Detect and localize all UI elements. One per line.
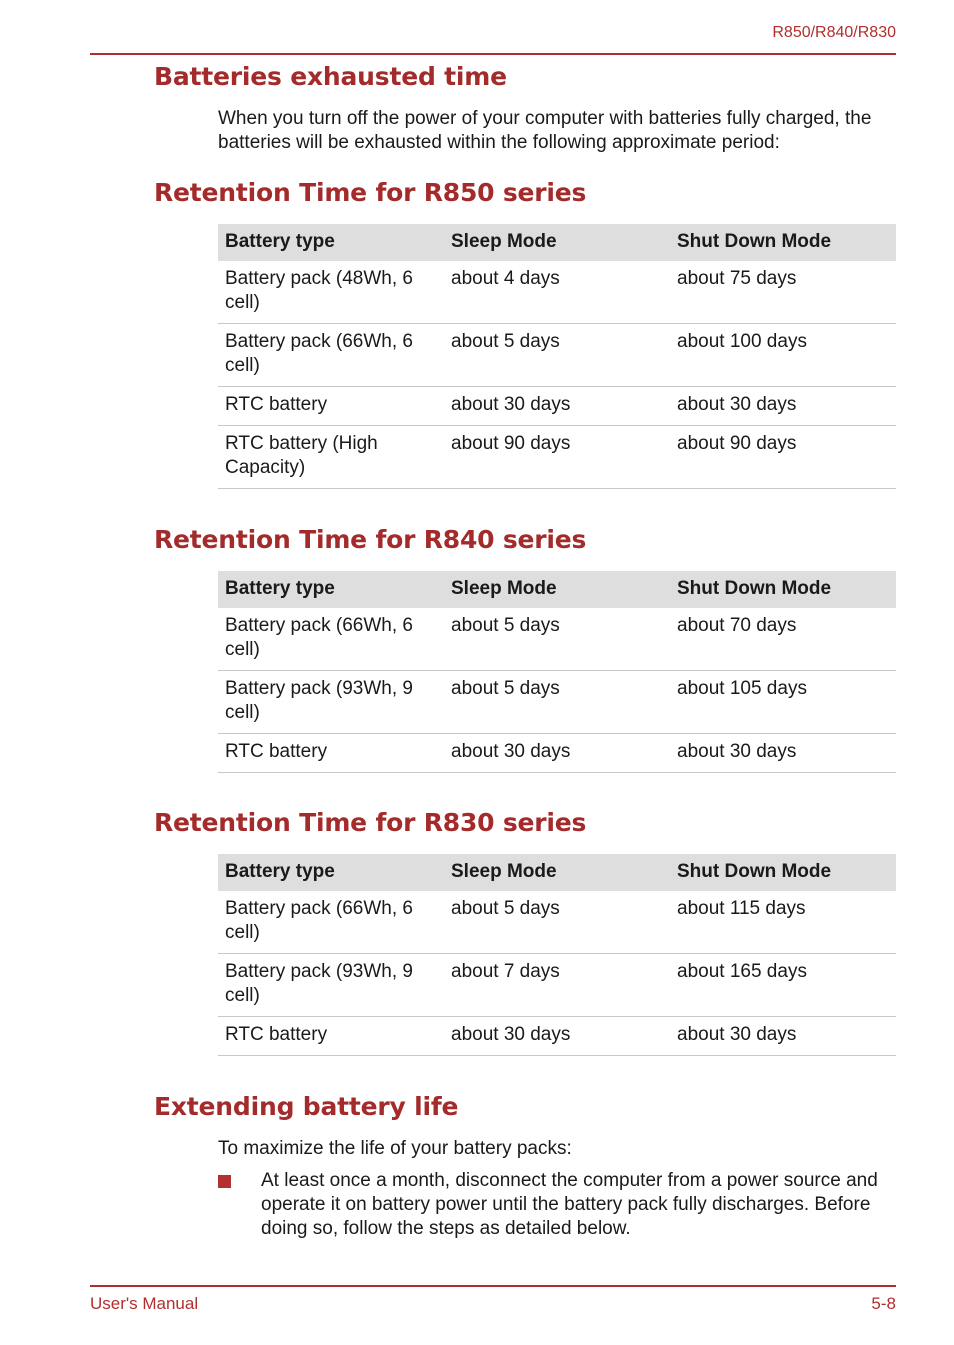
footer-page-number: 5-8 bbox=[871, 1294, 896, 1313]
column-header: Shut Down Mode bbox=[670, 224, 896, 261]
column-header: Battery type bbox=[218, 224, 444, 261]
section-title-r840: Retention Time for R840 series bbox=[154, 525, 587, 554]
table-cell: about 5 days bbox=[444, 891, 670, 954]
section-title-extending-battery-life: Extending battery life bbox=[154, 1092, 459, 1121]
table-row bbox=[218, 1017, 896, 1056]
table-cell: about 30 days bbox=[444, 1017, 670, 1056]
table-header-row bbox=[218, 571, 896, 608]
table-cell: about 30 days bbox=[670, 387, 896, 426]
table-cell: RTC battery (High Capacity) bbox=[218, 426, 444, 489]
section-title-r830: Retention Time for R830 series bbox=[154, 808, 587, 837]
section-text-batteries-exhausted: When you turn off the power of your computer with batteries fully charged, the batteries will be exhausted within the following approximate period: bbox=[218, 108, 872, 153]
header-rule bbox=[90, 53, 896, 55]
table-row bbox=[218, 734, 896, 773]
column-header: Shut Down Mode bbox=[670, 854, 896, 891]
column-header: Sleep Mode bbox=[444, 571, 670, 608]
table-cell: Battery pack (48Wh, 6 cell) bbox=[218, 261, 444, 324]
table-cell: about 70 days bbox=[670, 608, 896, 671]
bullet-text: At least once a month, disconnect the computer from a power source and operate it on battery power until the battery pack fully discharges. Before doing so, follow the steps as detailed below. bbox=[261, 1170, 878, 1239]
running-header-model: R850/R840/R830 bbox=[772, 24, 896, 41]
table-cell: about 100 days bbox=[670, 324, 896, 387]
footer-manual-title: User's Manual bbox=[90, 1294, 199, 1313]
column-header: Battery type bbox=[218, 571, 444, 608]
table-cell: Battery pack (66Wh, 6 cell) bbox=[218, 608, 444, 671]
table-cell: about 4 days bbox=[444, 261, 670, 324]
table-cell: about 5 days bbox=[444, 608, 670, 671]
table-cell: RTC battery bbox=[218, 1017, 444, 1056]
footer-rule bbox=[90, 1285, 896, 1287]
column-header: Shut Down Mode bbox=[670, 571, 896, 608]
table-cell: about 90 days bbox=[444, 426, 670, 489]
table-cell: about 30 days bbox=[444, 734, 670, 773]
section-title-r850: Retention Time for R850 series bbox=[154, 178, 587, 207]
table-cell: Battery pack (93Wh, 9 cell) bbox=[218, 954, 444, 1017]
bullet-square-icon bbox=[218, 1175, 231, 1188]
table-row bbox=[218, 261, 896, 324]
table-cell: about 105 days bbox=[670, 671, 896, 734]
table-r830 bbox=[218, 854, 896, 1056]
section-title-batteries-exhausted: Batteries exhausted time bbox=[154, 62, 507, 91]
table-row bbox=[218, 954, 896, 1017]
table-r850 bbox=[218, 224, 896, 489]
table-cell: about 90 days bbox=[670, 426, 896, 489]
table-header-row bbox=[218, 224, 896, 261]
table-cell: about 30 days bbox=[444, 387, 670, 426]
table-cell: Battery pack (93Wh, 9 cell) bbox=[218, 671, 444, 734]
table-r840 bbox=[218, 571, 896, 773]
table-row bbox=[218, 387, 896, 426]
table-cell: about 30 days bbox=[670, 1017, 896, 1056]
table-header-row bbox=[218, 854, 896, 891]
table-cell: about 5 days bbox=[444, 324, 670, 387]
table-cell: RTC battery bbox=[218, 387, 444, 426]
table-row bbox=[218, 426, 896, 489]
table-cell: about 7 days bbox=[444, 954, 670, 1017]
table-cell: about 165 days bbox=[670, 954, 896, 1017]
column-header: Battery type bbox=[218, 854, 444, 891]
table-row bbox=[218, 891, 896, 954]
table-cell: Battery pack (66Wh, 6 cell) bbox=[218, 324, 444, 387]
column-header: Sleep Mode bbox=[444, 854, 670, 891]
section-intro-extending-battery-life: To maximize the life of your battery packs: bbox=[218, 1138, 572, 1159]
table-row bbox=[218, 324, 896, 387]
table-row bbox=[218, 608, 896, 671]
table-cell: about 115 days bbox=[670, 891, 896, 954]
table-cell: about 5 days bbox=[444, 671, 670, 734]
table-cell: about 75 days bbox=[670, 261, 896, 324]
table-row bbox=[218, 671, 896, 734]
column-header: Sleep Mode bbox=[444, 224, 670, 261]
table-cell: RTC battery bbox=[218, 734, 444, 773]
table-cell: Battery pack (66Wh, 6 cell) bbox=[218, 891, 444, 954]
table-cell: about 30 days bbox=[670, 734, 896, 773]
